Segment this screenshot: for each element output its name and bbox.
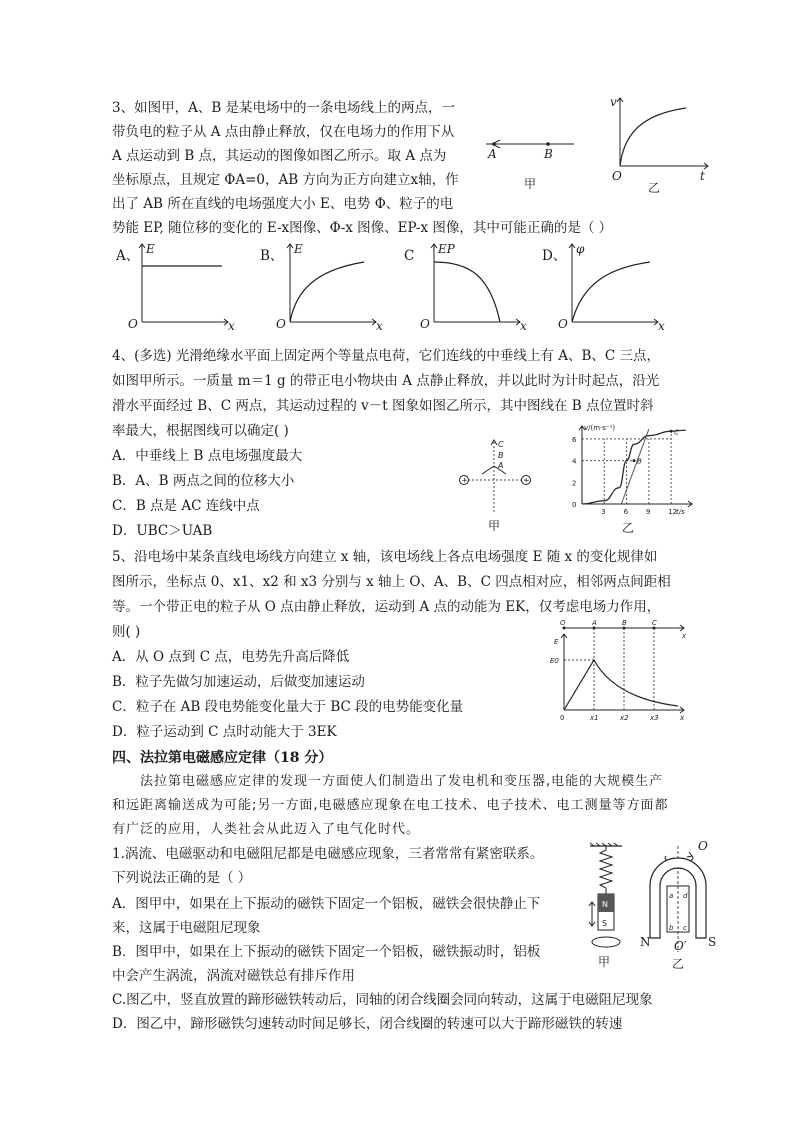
annotation-b: B	[637, 457, 642, 466]
x-label: x	[658, 319, 665, 333]
t-label: t	[700, 169, 705, 183]
q5-option-c: C．粒子在 AB 段电势能变化量大于 BC 段的电势能变化量	[112, 699, 464, 715]
q1-line-1: 1.涡流、电磁驱动和电磁阻尼都是电磁感应现象，三者常常有紧密联系。	[112, 846, 544, 862]
q1-line-6: 中会产生涡流，涡流对磁铁总有排斥作用	[112, 968, 355, 984]
q3-line-2: 带负电的粒子从 A 点由静止释放，仅在电场力的作用下从	[112, 124, 455, 140]
label-o-prime: O′	[674, 939, 687, 953]
y-tick-label: 6	[572, 435, 577, 444]
caption-jia: 甲	[598, 955, 611, 969]
q4-option-a: A．中垂线上 B 点电场强度最大	[112, 448, 303, 464]
q5-option-d: D．粒子运动到 C 点时动能大于 3EK	[112, 724, 337, 740]
label-b: B	[498, 451, 504, 460]
curve	[434, 262, 500, 322]
q5-option-b: B．粒子先做匀加速运动，后做变加速运动	[112, 674, 365, 690]
q3-line-6: 势能 EP, 随位移的变化的 E-x图像、Φ-x 图像、EP-x 图像，其中可能正确的是（ ）	[112, 220, 613, 236]
v-label: v	[610, 95, 617, 109]
y-tick-label: 0	[572, 501, 577, 509]
curve	[290, 262, 364, 322]
label-n: N	[602, 900, 608, 909]
label-b: B	[622, 619, 627, 627]
label-x-bottom: x	[680, 714, 685, 722]
label-o: O	[698, 839, 708, 853]
label-s: S	[602, 919, 608, 928]
q5-line-3: 等。一个带正电的粒子从 O 点由静止释放，运动到 A 点的动能为 EK，仅考虑电场力作用，	[112, 599, 661, 615]
y-label: φ	[576, 242, 585, 256]
q3-line-3: A 点运动到 B 点，其运动的图像如图乙所示。取 A 点为	[112, 148, 447, 164]
q3-figure-yi	[604, 92, 714, 200]
q4-line-1: 4、(多选) 光滑绝缘水平面上固定两个等量点电荷，它们连线的中垂线上有 A、B、C 三点，	[112, 348, 660, 364]
y-label: E	[146, 242, 155, 256]
chart-gridlines	[582, 429, 671, 504]
y-label: EP	[438, 242, 455, 256]
rotation-arrowhead	[687, 852, 692, 857]
origin-label: O	[558, 317, 568, 331]
x-tick-label: 12	[668, 508, 678, 516]
q4-line-2: 如图甲所示。一质量 m＝1 g 的带正电小物块由 A 点静止释放，并以此时为计时起点，沿光	[112, 373, 660, 389]
label-x3: x3	[650, 714, 659, 722]
oscillation-arrow-icon	[589, 902, 595, 926]
v-t-curve	[620, 108, 686, 166]
annotation-c: C	[674, 428, 680, 437]
q3-figure-jia	[480, 118, 580, 198]
label-a: a	[669, 892, 674, 900]
q4-option-c: C．B 点是 AC 连线中点	[112, 498, 260, 514]
charge-right-sign: +	[523, 476, 530, 485]
caption-yi: 乙	[672, 957, 685, 971]
q3-option-a-label: A、	[116, 248, 140, 264]
q4-line-3: 滑水平面经过 B、C 两点，其运动过程的 v－t 图象如图乙所示，其中图线在 B 点位置时斜	[112, 398, 654, 414]
label-e: E	[554, 638, 559, 646]
q3-option-a-graph	[128, 240, 238, 332]
origin-label: O	[276, 317, 286, 331]
label-origin: 0	[560, 714, 565, 722]
origin-label: O	[128, 317, 138, 331]
q3-line-1: 3、如图甲，A、B 是某电场中的一条电场线上的两点，一	[112, 100, 456, 116]
q1-line-3: A．图甲中，如果在上下振动的磁铁下固定一个铝板，磁铁会很快静止下	[112, 896, 541, 912]
x-label: x	[228, 319, 235, 333]
q1-line-7: C.图乙中，竖直放置的蹄形磁铁转动后，同轴的闭合线圈会同向转动，这属于电磁阻尼现象	[112, 992, 653, 1008]
label-a: A	[488, 147, 497, 161]
x-axis-label: t/s	[676, 508, 685, 516]
q3-option-b-label: B、	[260, 248, 284, 264]
x-label: x	[520, 319, 527, 333]
charge-left-sign: +	[461, 476, 468, 485]
q4-line-4: 率最大，根据图线可以确定( )	[112, 423, 289, 439]
label-b: B	[544, 147, 553, 161]
q4-option-d: D．UBC＞UAB	[112, 523, 213, 539]
caption-jia: 甲	[488, 519, 501, 533]
label-a: A	[498, 461, 504, 470]
label-c: C	[498, 440, 504, 449]
x-tick-label: 6	[623, 508, 629, 516]
label-e0: E0	[550, 657, 559, 665]
tangent-line	[621, 429, 648, 504]
q3-line-5: 出了 AB 所在直线的电场强度大小 E、电势 Φ、粒子的电	[112, 196, 454, 212]
intro-line-2: 和远距离输送成为可能;另一方面,电磁感应现象在电工技术、电子技术、电工测量等方面都	[112, 798, 669, 813]
label-o: O	[560, 619, 566, 627]
label-b: b	[669, 924, 674, 932]
q5-line-2: 图所示，坐标点 0、x1、x2 和 x3 分别与 x 轴上 O、A、B、C 四点相对应，相邻两点间距相	[112, 574, 671, 590]
q1-figure-yi	[640, 839, 720, 974]
origin-label: O	[612, 169, 622, 183]
label-x1: x1	[590, 714, 599, 722]
q3-line-4: 坐标原点，且规定 ΦA=0，AB 方向为正方向建立x轴，作	[112, 172, 459, 188]
curve	[572, 262, 650, 322]
label-c: c	[683, 924, 687, 932]
q3-option-b-graph	[276, 240, 386, 332]
label-d: d	[683, 892, 688, 900]
e-x-curve	[564, 660, 678, 710]
q4-figure-jia	[452, 434, 542, 534]
q5-option-a: A．从 O 点到 C 点，电势先升高后降低	[112, 649, 350, 665]
q5-figure	[550, 620, 690, 722]
x-label: x	[376, 319, 383, 333]
x-tick-label: 9	[645, 508, 651, 516]
q5-line-4: 则( )	[112, 624, 141, 640]
caption-jia: 甲	[524, 177, 537, 191]
label-x2: x2	[620, 714, 629, 722]
q4-vt-chart	[566, 420, 700, 536]
intro-line-3: 有广泛的应用，人类社会从此迈入了电气化时代。	[112, 822, 421, 837]
x-tick-label: 3	[601, 508, 606, 516]
q1-line-4: 来，这属于电磁阻尼现象	[112, 920, 261, 936]
q3-option-c-graph	[420, 240, 530, 332]
aluminum-plate	[592, 937, 620, 947]
point-b	[633, 459, 636, 462]
origin-label: O	[420, 317, 430, 331]
caption-yi: 乙	[648, 181, 661, 195]
point-b	[546, 142, 550, 146]
q3-option-c-label: C	[404, 248, 415, 264]
section-heading: 四、法拉第电磁感应定律（18 分）	[112, 750, 333, 766]
y-tick-label: 2	[572, 479, 577, 488]
q5-line-1: 5、沿电场中某条直线电场线方向建立 x 轴，该电场线上各点电场强度 E 随 x 的变化规律如	[112, 549, 658, 565]
label-c: C	[652, 619, 657, 627]
y-tick-label: 4	[572, 457, 577, 466]
q3-option-d-graph	[558, 240, 668, 332]
q3-option-d-label: D、	[542, 248, 567, 264]
point-c	[670, 430, 673, 433]
y-axis-label: v/(m·s⁻¹)	[584, 424, 616, 432]
y-label: E	[294, 242, 303, 256]
q1-line-2: 下列说法正确的是（ ）	[112, 870, 252, 886]
label-x-top: x	[682, 632, 687, 640]
q1-line-5: B．图甲中，如果在上下振动的磁铁下固定一个铝板，磁铁振动时，铝板	[112, 944, 541, 960]
label-s: S	[708, 935, 717, 949]
label-a: A	[592, 619, 597, 627]
q1-figure-jia	[584, 842, 628, 974]
series-line	[582, 430, 686, 504]
label-n: N	[640, 935, 651, 949]
chart-ticks	[572, 428, 679, 516]
point-a	[492, 142, 496, 146]
intro-line-1: 法拉第电磁感应定律的发现一方面使人们制造出了发电机和变压器,电能的大规模生产	[140, 774, 664, 789]
a-arrow-left	[482, 466, 494, 474]
caption-yi: 乙	[622, 521, 635, 535]
q1-line-8: D．图乙中，蹄形磁铁匀速转动时间足够长，闭合线圈的转速可以大于蹄形磁铁的转速	[112, 1016, 623, 1032]
spring-icon	[600, 846, 612, 894]
q4-option-b: B．A、B 两点之间的位移大小	[112, 473, 295, 489]
